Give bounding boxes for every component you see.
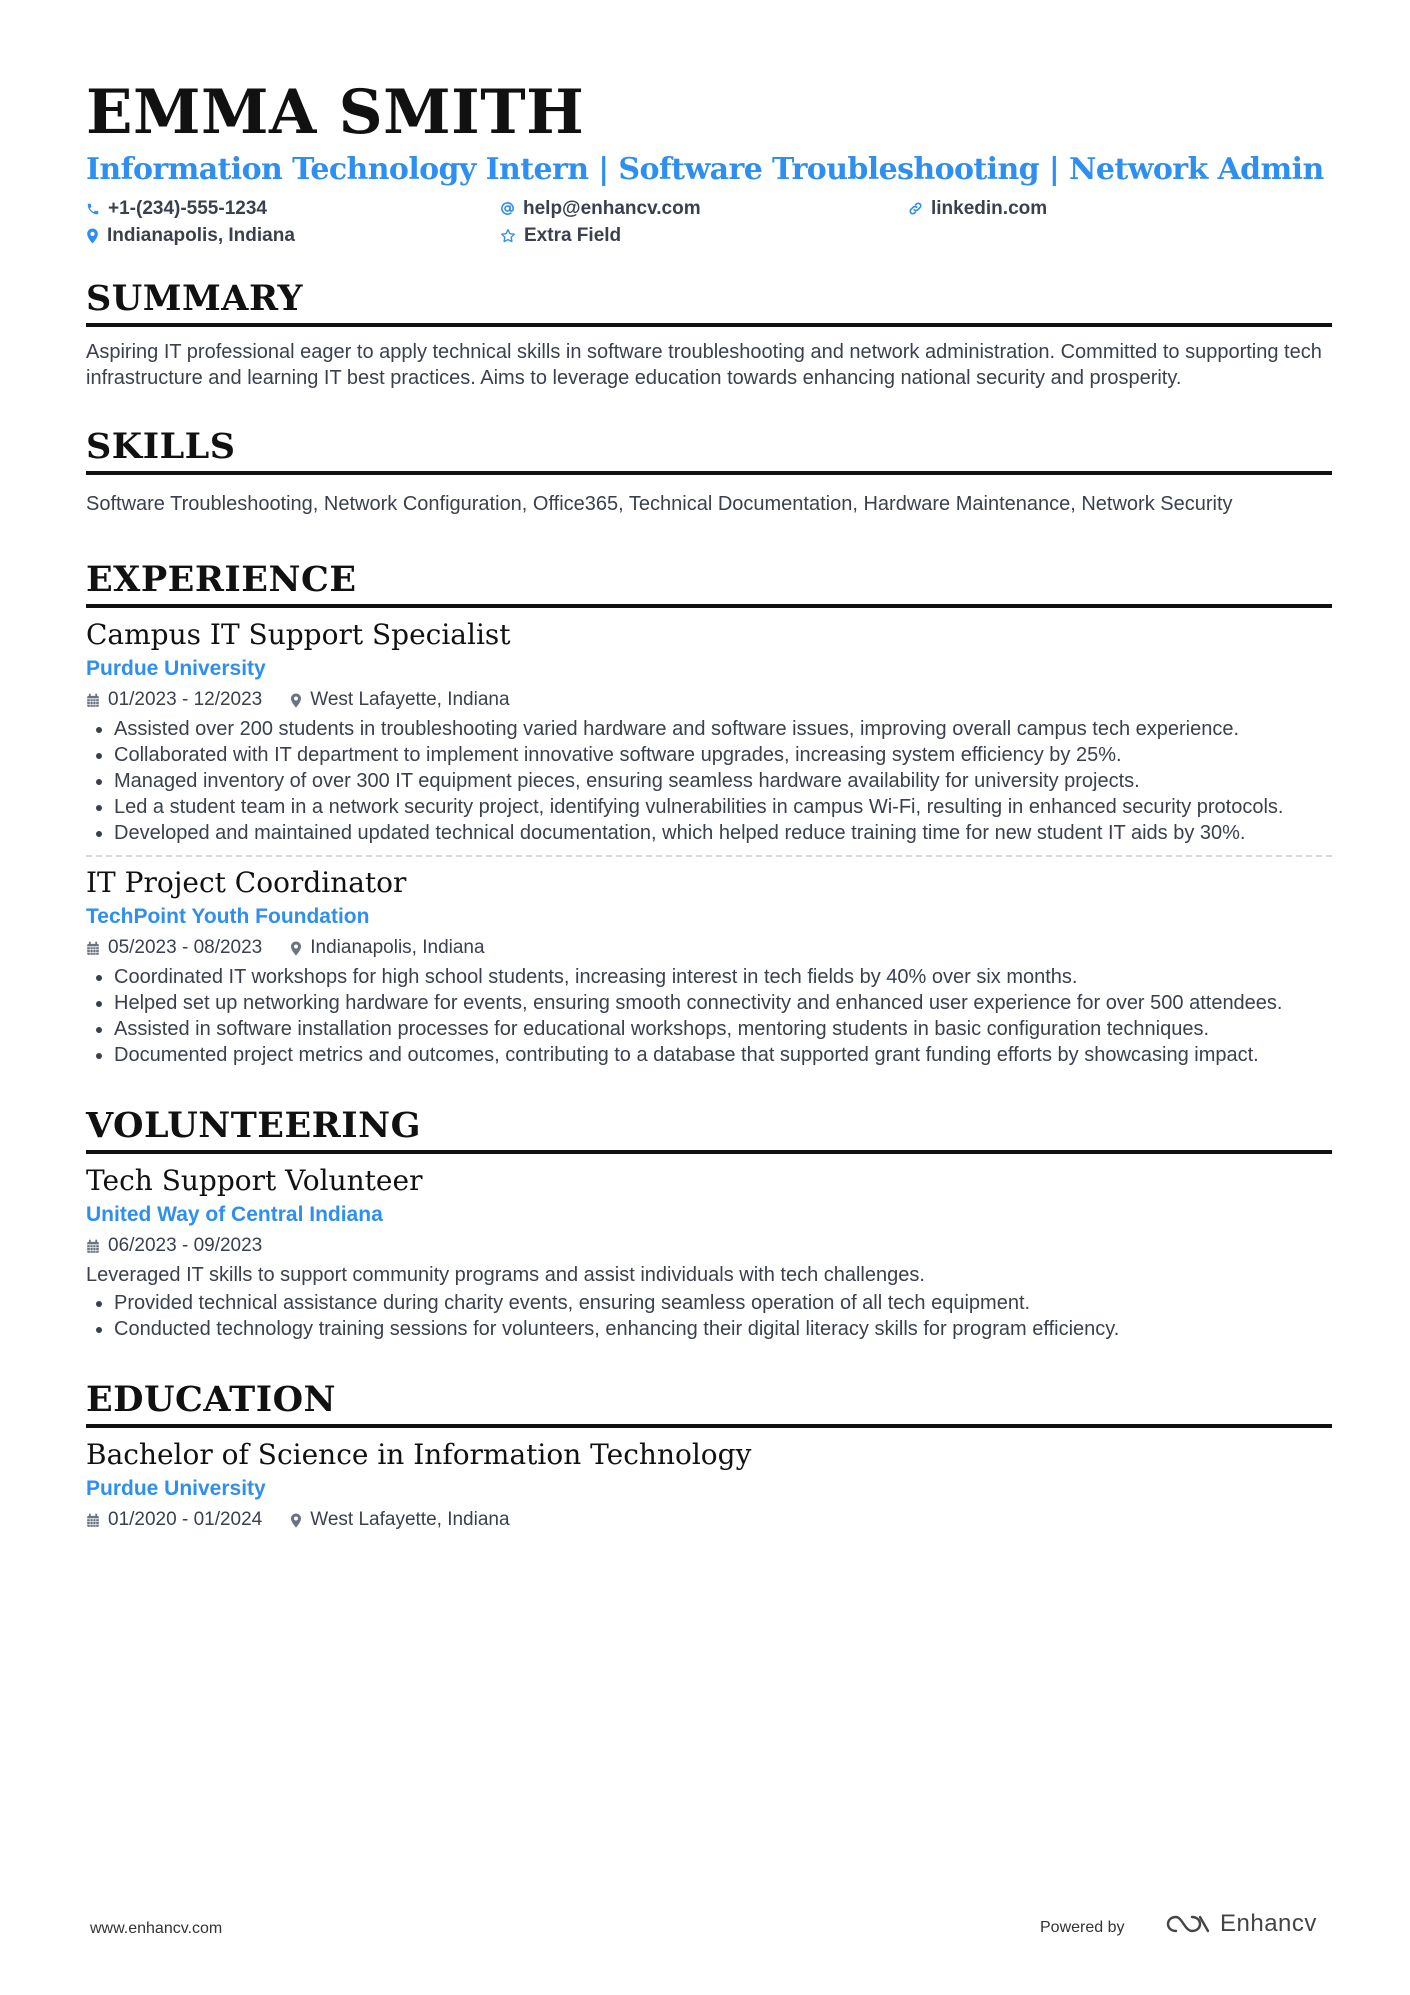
volunteer-dates <box>86 1232 262 1260</box>
contact-location <box>86 222 295 249</box>
education-entry <box>86 1437 1332 1534</box>
candidate-name: EMMA SMITH <box>86 77 585 148</box>
section-divider <box>86 604 1332 608</box>
list-item: Coordinated IT workshops for high school students, increasing interest in tech fields by 40% over six months. <box>86 964 1332 990</box>
job-title: Campus IT Support Specialist <box>86 618 511 651</box>
job-bullets <box>86 964 1332 1068</box>
enhancv-logo[interactable] <box>1164 1910 1317 1938</box>
school-name[interactable]: Purdue University <box>86 1477 266 1500</box>
job-dates-text: 05/2023 - 08/2023 <box>108 937 263 958</box>
volunteering-entry <box>86 1163 1332 1342</box>
candidate-headline: Information Technology Intern | Software Troubleshooting | Network Admin <box>86 152 1324 187</box>
experience-section <box>86 558 1332 1068</box>
job-dates <box>86 686 262 714</box>
job-dates <box>86 934 262 962</box>
job-location-text: West Lafayette, Indiana <box>310 689 510 710</box>
company-name[interactable]: Purdue University <box>86 657 266 680</box>
calendar-icon <box>86 693 100 708</box>
list-item: Helped set up networking hardware for events, ensuring smooth connectivity and enhanced user experience for over 500 attendees. <box>86 990 1332 1016</box>
education-section <box>86 1378 1332 1534</box>
email-icon <box>500 201 515 216</box>
list-item: Assisted over 200 students in troubleshooting varied hardware and software issues, improving overall campus tech experience. <box>86 716 1332 742</box>
education-dates-text: 01/2020 - 01/2024 <box>108 1509 263 1530</box>
calendar-icon <box>86 941 100 956</box>
entry-divider <box>86 855 1332 857</box>
list-item: Assisted in software installation processes for educational workshops, mentoring students in basic configuration techniques. <box>86 1016 1332 1042</box>
company-name[interactable]: TechPoint Youth Foundation <box>86 905 370 928</box>
resume-page <box>86 78 1332 1534</box>
contact-extra <box>500 222 621 249</box>
experience-entry <box>86 865 1332 1068</box>
star-icon <box>500 228 516 244</box>
volunteer-description: Leveraged IT skills to support community programs and assist individuals with tech challenges. <box>86 1264 925 1286</box>
list-item: Managed inventory of over 300 IT equipment pieces, ensuring seamless hardware availability for university projects. <box>86 768 1332 794</box>
email-address: help@enhancv.com <box>523 197 701 219</box>
education-location-text: West Lafayette, Indiana <box>310 1509 510 1530</box>
section-title-volunteering: VOLUNTEERING <box>86 1105 421 1146</box>
summary-text: Aspiring IT professional eager to apply technical skills in software troubleshooting and network administration. Committed to supporting tech infrastructure and learning IT best practices. Aims to leverage education towards enhancing national security and prosperity. <box>86 341 1322 389</box>
volunteer-bullets <box>86 1290 1332 1342</box>
linkedin-url: linkedin.com <box>931 197 1048 219</box>
brand-name: Enhancv <box>1220 1910 1317 1937</box>
contact-email[interactable] <box>500 195 701 222</box>
list-item: Developed and maintained updated technical documentation, which helped reduce training time for new student IT aids by 30%. <box>86 820 1332 846</box>
volunteering-section <box>86 1104 1332 1342</box>
list-item: Conducted technology training sessions for volunteers, enhancing their digital literacy skills for program efficiency. <box>86 1316 1332 1342</box>
contact-info <box>86 192 1332 250</box>
experience-entry <box>86 617 1332 846</box>
location-pin-icon <box>86 228 99 244</box>
section-divider <box>86 1150 1332 1154</box>
location-text: Indianapolis, Indiana <box>107 224 295 246</box>
education-location <box>290 1506 509 1534</box>
job-location-text: Indianapolis, Indiana <box>310 937 485 958</box>
contact-phone[interactable] <box>86 195 267 222</box>
footer-url[interactable]: www.enhancv.com <box>90 1920 223 1937</box>
list-item: Provided technical assistance during charity events, ensuring seamless operation of all tech equipment. <box>86 1290 1332 1316</box>
enhancv-logo-icon <box>1164 1911 1212 1937</box>
location-pin-icon <box>290 941 302 956</box>
powered-by-text: Powered by <box>1040 1919 1125 1936</box>
contact-linkedin[interactable] <box>908 195 1047 222</box>
location-pin-icon <box>290 693 302 708</box>
location-pin-icon <box>290 1513 302 1528</box>
list-item: Collaborated with IT department to implement innovative software upgrades, increasing system efficiency by 25%. <box>86 742 1332 768</box>
section-title-education: EDUCATION <box>86 1379 337 1420</box>
job-dates-text: 01/2023 - 12/2023 <box>108 689 263 710</box>
job-location <box>290 686 509 714</box>
skills-section <box>86 425 1332 517</box>
job-meta <box>86 686 1332 714</box>
calendar-icon <box>86 1513 100 1528</box>
list-item: Documented project metrics and outcomes, contributing to a database that supported grant funding efforts by showcasing impact. <box>86 1042 1332 1068</box>
phone-number: +1-(234)-555-1234 <box>108 197 267 219</box>
volunteer-org[interactable]: United Way of Central Indiana <box>86 1203 383 1226</box>
section-divider <box>86 471 1332 475</box>
volunteer-role: Tech Support Volunteer <box>86 1164 423 1197</box>
section-title-experience: EXPERIENCE <box>86 559 357 600</box>
education-dates <box>86 1506 262 1534</box>
section-divider <box>86 323 1332 327</box>
phone-icon <box>86 202 100 216</box>
section-title-skills: SKILLS <box>86 426 236 467</box>
volunteer-dates-text: 06/2023 - 09/2023 <box>108 1235 263 1256</box>
page-footer <box>90 1910 1322 1950</box>
job-title: IT Project Coordinator <box>86 866 407 899</box>
summary-section <box>86 277 1332 391</box>
link-icon <box>908 201 923 216</box>
degree-title: Bachelor of Science in Information Technology <box>86 1438 752 1471</box>
extra-field-text: Extra Field <box>524 224 622 246</box>
section-divider <box>86 1424 1332 1428</box>
section-title-summary: SUMMARY <box>86 278 303 319</box>
job-location <box>290 934 484 962</box>
calendar-icon <box>86 1239 100 1254</box>
education-meta <box>86 1506 1332 1534</box>
volunteer-meta <box>86 1232 1332 1260</box>
job-bullets <box>86 716 1332 846</box>
list-item: Led a student team in a network security project, identifying vulnerabilities in campus Wi-Fi, resulting in enhanced security protocols. <box>86 794 1332 820</box>
job-meta <box>86 934 1332 962</box>
skills-text: Software Troubleshooting, Network Configuration, Office365, Technical Documentation, Hardware Maintenance, Network Security <box>86 493 1233 515</box>
